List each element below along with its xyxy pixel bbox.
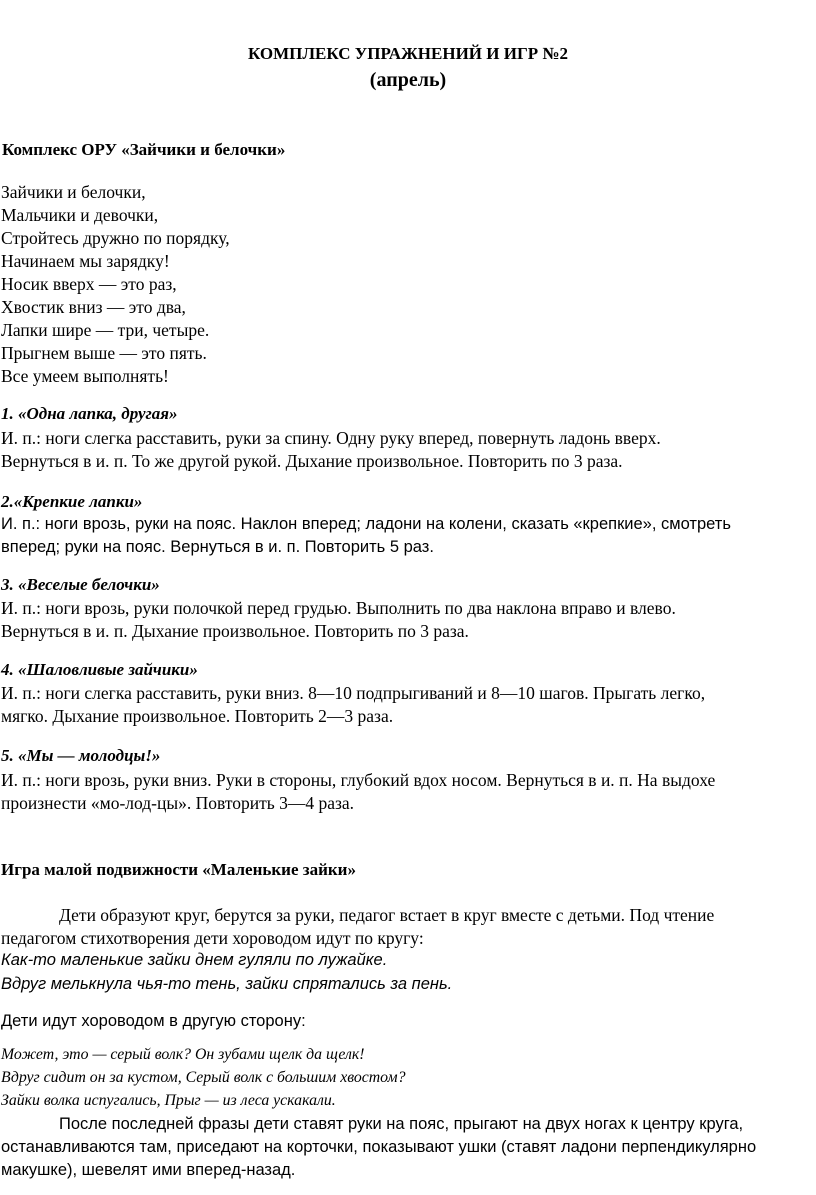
poem-line: Лапки шире — три, четыре. (1, 320, 210, 340)
poem-line: Мальчики и девочки, (1, 205, 159, 225)
verse-line: Вдруг сидит он за кустом, Серый волк с большим хвостом? (1, 1069, 406, 1086)
exercise-text: И. п.: ноги врозь, руки полочкой перед грудью. Выполнить по два наклона вправо и влево. (1, 598, 676, 618)
poem-line: Начинаем мы зарядку! (1, 251, 170, 271)
poem-line: Носик вверх — это раз, (1, 274, 177, 294)
exercise-text: И. п.: ноги врозь, руки вниз. Руки в стороны, глубокий вдох носом. Вернуться в и. п. На выдохе (1, 770, 716, 790)
verse-line: Как-то маленькие зайки днем гуляли по лужайке. (1, 951, 388, 969)
exercise-title: 2.«Крепкие лапки» (1, 492, 143, 511)
exercise-title: 4. «Шаловливые зайчики» (1, 660, 198, 679)
exercise-title: 1. «Одна лапка, другая» (1, 404, 178, 423)
game-heading: Игра малой подвижности «Маленькие зайки» (1, 860, 356, 879)
verse-line: Может, это — серый волк? Он зубами щелк да щелк! (1, 1046, 365, 1063)
game-outro-line: останавливаются там, приседают на корточки, показывают ушки (ставят ладони перпендикулярно (1, 1138, 757, 1156)
exercise-text: вперед; руки на пояс. Вернуться в и. п. Повторить 5 раз. (1, 538, 434, 556)
exercise-title: 5. «Мы — молодцы!» (1, 746, 161, 765)
exercise-text: произнести «мо-лод-цы». Повторить 3—4 раза. (1, 793, 355, 813)
exercise-text: Вернуться в и. п. Дыхание произвольное. Повторить по 3 раза. (1, 621, 469, 641)
exercise-text: И. п.: ноги врозь, руки на пояс. Наклон вперед; ладони на колени, сказать «крепкие», смотреть (1, 515, 731, 533)
game-intro-line: педагогом стихотворения дети хороводом идут по кругу: (1, 928, 424, 948)
exercise-text: Вернуться в и. п. То же другой рукой. Дыхание произвольное. Повторить по 3 раза. (1, 451, 623, 471)
poem-line: Зайчики и белочки, (1, 182, 146, 202)
exercise-text: И. п.: ноги слегка расставить, руки вниз. 8—10 подпрыгиваний и 8—10 шагов. Прыгать легко, (1, 683, 706, 703)
game-outro-line: После последней фразы дети ставят руки на пояс, прыгают на двух ногах к центру круга, (59, 1115, 744, 1133)
game-outro-line: макушке), шевелят ими вперед-назад. (1, 1161, 296, 1179)
poem-line: Хвостик вниз — это два, (1, 297, 186, 317)
poem-line: Прыгнем выше — это пять. (1, 343, 207, 363)
document-subtitle: (апрель) (369, 69, 447, 91)
verse-line: Зайки волка испугались, Прыг — из леса ускакали. (1, 1092, 336, 1109)
poem-line: Стройтесь дружно по порядку, (1, 228, 230, 248)
complex-heading: Комплекс ОРУ «Зайчики и белочки» (2, 140, 286, 159)
exercise-text: мягко. Дыхание произвольное. Повторить 2—3 раза. (1, 706, 394, 726)
game-intro-line: Дети образуют круг, берутся за руки, педагог встает в круг вместе с детьми. Под чтение (59, 905, 715, 925)
document-title: КОМПЛЕКС УПРАЖНЕНИЙ И ИГР №2 (247, 44, 569, 63)
game-instruction: Дети идут хороводом в другую сторону: (1, 1012, 306, 1030)
poem-line: Все умеем выполнять! (1, 366, 169, 386)
exercise-title: 3. «Веселые белочки» (1, 575, 160, 594)
exercise-text: И. п.: ноги слегка расставить, руки за спину. Одну руку вперед, повернуть ладонь вверх. (1, 428, 661, 448)
verse-line: Вдруг мелькнула чья-то тень, зайки спрятались за пень. (1, 975, 453, 993)
